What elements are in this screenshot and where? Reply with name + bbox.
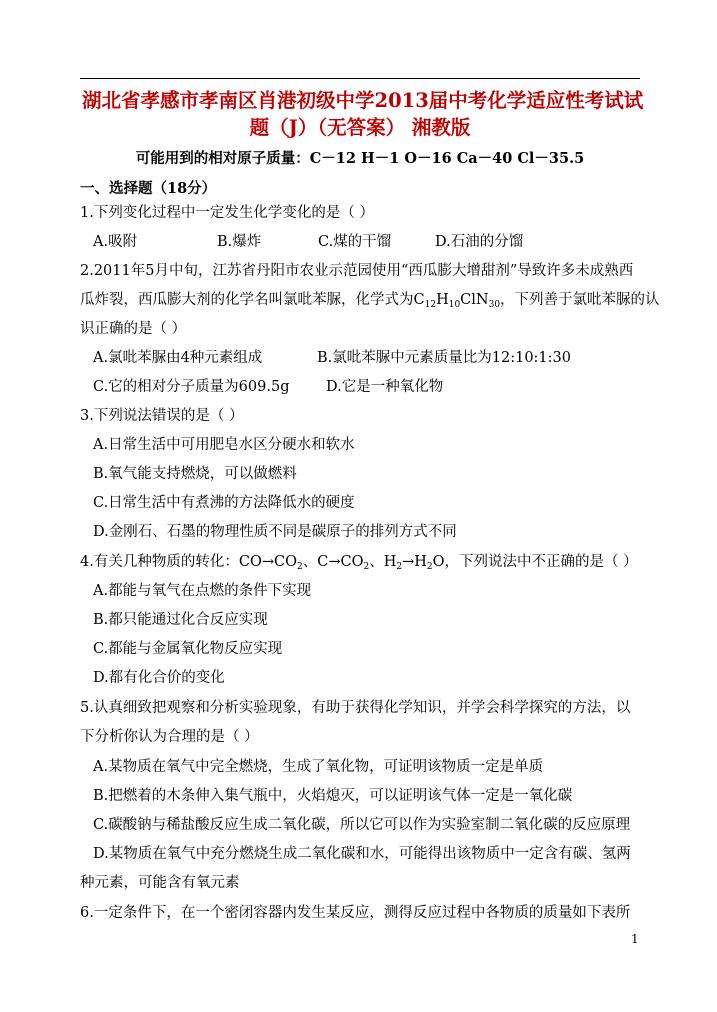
question-5-stem-line-1: 5.认真细致把观察和分析实验现象，有助于获得化学知识，并学会科学探究的方法，以 — [80, 700, 631, 716]
question-2-stem-line-3: 识正确的是（ ） — [80, 321, 187, 337]
question-1-option-a: A.吸附 — [93, 234, 138, 250]
question-1-option-d: D.石油的分馏 — [435, 234, 524, 250]
question-2-option-d: D.它是一种氧化物 — [326, 379, 444, 395]
question-2-option-b: B.氯吡苯脲中元素质量比为12:10:1:30 — [317, 350, 571, 366]
chlorfenuron-formula: $C_{12}H_{10}ClN_{30}$ — [413, 292, 501, 310]
question-3-option-c: C.日常生活中有煮沸的方法降低水的硬度 — [93, 495, 355, 511]
question-3-option-a: A.日常生活中可用肥皂水区分硬水和软水 — [93, 437, 355, 453]
question-5-option-d-continued: 种元素，可能含有氧元素 — [80, 875, 240, 891]
question-5-option-a: A.某物质在氧气中完全燃烧，生成了氧化物，可证明该物质一定是单质 — [93, 759, 544, 775]
question-4-option-c: C.都能与金属氧化物反应实现 — [93, 641, 283, 657]
question-4-option-a: A.都能与氧气在点燃的条件下实现 — [93, 583, 312, 599]
document-title-line-2: 题（J）（无答案） 湘教版 — [249, 116, 471, 139]
question-1-stem: 1.下列变化过程中一定发生化学变化的是（ ） — [80, 205, 374, 221]
question-5-option-d: D.某物质在氧气中充分燃烧生成二氧化碳和水，可能得出该物质中一定含有碳、氢两 — [93, 846, 631, 862]
header-rule — [80, 78, 640, 79]
question-4-stem: 4.有关几种物质的转化：$CO\to CO_2$、$C\to CO_2$、$H_2\to H_2O$，下列说法中不正确的是（ ） — [80, 554, 638, 572]
question-2-option-c: C.它的相对分子质量为609.5g — [93, 379, 290, 395]
question-2-option-a: A.氯吡苯脲由4种元素组成 — [93, 350, 263, 366]
question-5-option-b: B.把燃着的木条伸入集气瓶中，火焰熄灭，可以证明该气体一定是一氧化碳 — [93, 788, 573, 804]
atomic-masses: 可能用到的相对原子质量：C－12 H－1 O－16 Ca－40 Cl－35.5 — [135, 150, 585, 167]
question-4-option-b: B.都只能通过化合反应实现 — [93, 612, 268, 628]
question-2-stem-text: 瓜炸裂，西瓜膨大剂的化学名叫氯吡苯脲，化学式为 — [80, 292, 414, 308]
question-6-stem-line-1: 6.一定条件下，在一个密闭容器内发生某反应，测得反应过程中各物质的质量如下表所 — [80, 905, 631, 921]
page-number: 1 — [631, 932, 639, 946]
question-3-stem: 3.下列说法错误的是（ ） — [80, 408, 244, 424]
question-1-option-b: B.爆炸 — [217, 234, 262, 250]
question-5-stem-line-2: 下分析你认为合理的是（ ） — [80, 729, 259, 745]
conversion-formulas: $CO\to CO_2$、$C\to CO_2$、$H_2\to H_2O$ — [238, 554, 445, 572]
question-2-stem-line-2 — [80, 290, 660, 315]
question-1-option-c: C.煤的干馏 — [318, 234, 392, 250]
question-3-option-d: D.金刚石、石墨的物理性质不同是碳原子的排列方式不同 — [93, 524, 457, 540]
question-5-option-c: C.碳酸钠与稀盐酸反应生成二氧化碳，所以它可以作为实验室制二氧化碳的反应原理 — [93, 817, 631, 833]
question-3-option-b: B.氧气能支持燃烧，可以做燃料 — [93, 466, 297, 482]
question-2-stem-suffix: ，下列善于氯吡苯脲的认 — [500, 292, 660, 308]
question-4-option-d: D.都有化合价的变化 — [93, 670, 225, 686]
document-title-line-1: 湖北省孝感市孝南区肖港初级中学2013届中考化学适应性考试试 — [82, 89, 644, 112]
question-2-stem-line-1: 2.2011年5月中旬，江苏省丹阳市农业示范园使用“西瓜膨大增甜剂”导致许多未成熟西 — [80, 263, 634, 279]
section-heading: 一、选择题（18分） — [80, 180, 217, 197]
